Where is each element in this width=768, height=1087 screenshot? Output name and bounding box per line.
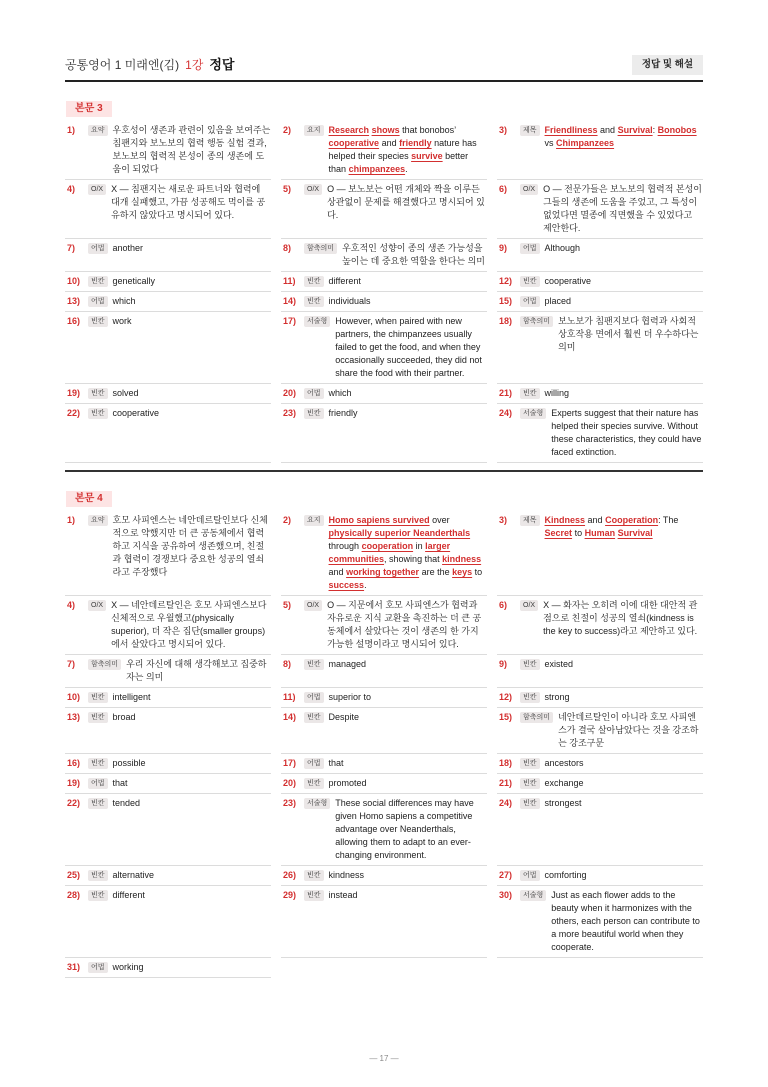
question-type-tag: 어법 — [88, 778, 108, 789]
keyword-highlight: Homo sapiens survived — [328, 515, 430, 525]
question-type-tag: 빈칸 — [88, 798, 108, 809]
page-header — [65, 50, 703, 82]
answer-item — [65, 511, 271, 596]
item-number: 11) — [283, 276, 296, 286]
answer-text-run: and — [379, 138, 400, 148]
item-number: 8) — [283, 659, 292, 669]
keyword-highlight: Bonobos — [657, 125, 697, 135]
question-type-tag: O/X — [88, 600, 106, 611]
item-number: 9) — [499, 243, 508, 253]
answer-text: willing — [544, 388, 570, 398]
answer-text: which — [112, 296, 136, 306]
answer-item — [497, 180, 703, 239]
answer-text: individuals — [328, 296, 371, 306]
item-number: 15) — [499, 712, 513, 722]
answer-text-run: better than — [328, 151, 469, 174]
answer-text-run: to — [472, 567, 483, 577]
keyword-highlight: cooperative — [328, 138, 380, 148]
question-type-tag: 빈칸 — [304, 712, 324, 723]
answer-text: strongest — [544, 798, 582, 808]
question-type-tag: 함축의미 — [520, 712, 553, 723]
item-number: 24) — [499, 798, 513, 808]
item-number: 17) — [283, 316, 297, 326]
answer-item — [497, 292, 703, 312]
item-number: 11) — [283, 692, 296, 702]
answer-text: that — [112, 778, 128, 788]
answer-text-run: to — [572, 528, 585, 538]
answer-item — [65, 774, 271, 794]
page-title — [65, 50, 234, 80]
answer-text: 보노보가 침팬지보다 협력과 사회적 상호작용 면에서 훨씬 더 우수하다는 의미 — [558, 316, 699, 352]
item-number: 10) — [67, 692, 81, 702]
question-type-tag: O/X — [304, 184, 322, 195]
item-number: 16) — [67, 316, 81, 326]
item-number: 18) — [499, 758, 513, 768]
question-type-tag: 어법 — [520, 870, 540, 881]
answer-text: broad — [112, 712, 136, 722]
question-type-tag: 빈칸 — [88, 692, 108, 703]
answer-item — [497, 384, 703, 404]
question-type-tag: 빈칸 — [520, 659, 540, 670]
answer-text-run: . — [364, 580, 367, 590]
question-type-tag: 빈칸 — [88, 890, 108, 901]
answer-text: alternative — [112, 870, 155, 880]
item-number: 21) — [499, 778, 513, 788]
answer-text: placed — [544, 296, 572, 306]
answer-text-run: and — [328, 567, 347, 577]
question-type-tag: 빈칸 — [304, 659, 324, 670]
question-type-tag: 빈칸 — [304, 276, 324, 287]
question-type-tag: 요지 — [304, 515, 324, 526]
answer-text: X — 네안데르탈인은 호모 사피엔스보다 신체적으로 우월했고(physically superior), 더 작은 집단(smaller groups)에서 살았다고 명시되어 있다. — [111, 600, 267, 649]
answer-item — [281, 239, 487, 272]
question-type-tag: 빈칸 — [304, 870, 324, 881]
answer-grid — [65, 121, 703, 463]
item-number: 20) — [283, 778, 297, 788]
keyword-highlight: physically superior Neanderthals — [328, 528, 471, 538]
answer-item — [65, 292, 271, 312]
keyword-highlight: shows — [371, 125, 400, 135]
question-type-tag: 제목 — [520, 515, 540, 526]
question-type-tag: 빈칸 — [520, 388, 540, 399]
item-number: 26) — [283, 870, 297, 880]
answer-text: Experts suggest that their nature has helped their species survive. Without these characteristics, they could have faced extinction. — [551, 408, 702, 457]
question-type-tag: 어법 — [520, 243, 540, 254]
answer-item — [497, 596, 703, 655]
question-type-tag: 빈칸 — [88, 758, 108, 769]
answer-item — [281, 754, 487, 774]
answer-text-run: . — [405, 164, 408, 174]
item-number: 1) — [67, 515, 76, 525]
answer-text: which — [328, 388, 352, 398]
answer-item — [281, 774, 487, 794]
item-number: 5) — [283, 184, 292, 194]
question-type-tag: 빈칸 — [304, 408, 324, 419]
answer-text: ancestors — [544, 758, 584, 768]
keyword-highlight: Human — [584, 528, 616, 538]
answer-item — [281, 404, 487, 463]
answer-item — [497, 866, 703, 886]
question-type-tag: 빈칸 — [520, 758, 540, 769]
item-number: 1) — [67, 125, 76, 135]
item-number: 5) — [283, 600, 292, 610]
answer-item — [497, 404, 703, 463]
question-type-tag: 서술형 — [520, 890, 546, 901]
answer-text — [329, 124, 487, 176]
item-number: 23) — [283, 408, 297, 418]
item-number: 8) — [283, 243, 292, 253]
question-type-tag: 어법 — [304, 758, 324, 769]
answer-item — [281, 272, 487, 292]
answer-text-run: and — [597, 125, 618, 135]
item-number: 12) — [499, 692, 513, 702]
keyword-highlight: friendly — [399, 138, 432, 148]
question-type-tag: O/X — [520, 184, 538, 195]
answer-text: 우호적인 성향이 종의 생존 가능성을 높이는 데 중요한 역할을 한다는 의미 — [342, 243, 485, 266]
answer-text-run: nature has helped their species — [328, 138, 477, 161]
keyword-highlight: keys — [452, 567, 473, 577]
answer-item — [281, 688, 487, 708]
item-number: 13) — [67, 712, 81, 722]
item-number: 24) — [499, 408, 513, 418]
keyword-highlight: Secret — [544, 528, 573, 538]
item-number: 14) — [283, 712, 297, 722]
item-number: 4) — [67, 184, 76, 194]
answer-item — [497, 272, 703, 292]
question-type-tag: 함축의미 — [520, 316, 553, 327]
answer-text: promoted — [328, 778, 367, 788]
answer-item — [65, 708, 271, 754]
item-number: 7) — [67, 659, 76, 669]
keyword-highlight: Chimpanzees — [556, 138, 615, 148]
answer-item — [281, 180, 487, 239]
answer-text: solved — [112, 388, 139, 398]
answer-text: These social differences may have given Homo sapiens a competitive advantage over Neanderthals, allowing them to adapt to an ever-changing environment. — [335, 798, 474, 860]
answer-item — [65, 312, 271, 384]
answer-text — [545, 124, 703, 150]
answer-text: kindness — [328, 870, 365, 880]
keyword-highlight: Kindness — [544, 515, 586, 525]
keyword-highlight: Cooperation — [605, 515, 659, 525]
answer-item — [497, 774, 703, 794]
keyword-highlight: Survival — [617, 528, 653, 538]
answer-item — [281, 511, 487, 596]
item-number: 10) — [67, 276, 81, 286]
answer-item — [497, 886, 703, 958]
keyword-highlight: Survival — [617, 125, 653, 135]
answer-item — [65, 596, 271, 655]
question-type-tag: 요약 — [88, 515, 108, 526]
question-type-tag: O/X — [520, 600, 538, 611]
answer-text: 호모 사피엔스는 네안데르탈인보다 신체적으로 약했지만 더 큰 공동체에서 협력하고 지식을 공유하여 생존했으며, 친절과 협력이 경쟁보다 중요한 성공의 열쇠라고 주장했다 — [112, 515, 268, 577]
answer-text: genetically — [112, 276, 156, 286]
answer-text: comforting — [544, 870, 587, 880]
course-name: 공통영어 1 미래엔(김) — [65, 58, 180, 72]
item-number: 3) — [499, 515, 508, 525]
answer-heading: 정답 — [209, 57, 235, 72]
answer-item — [497, 655, 703, 688]
answer-item — [281, 655, 487, 688]
answer-text: different — [112, 890, 145, 900]
answer-text: cooperative — [112, 408, 160, 418]
answer-item — [65, 121, 271, 180]
question-type-tag: 어법 — [88, 962, 108, 973]
answer-item — [497, 794, 703, 866]
answer-text: Although — [544, 243, 581, 253]
answer-text: possible — [112, 758, 146, 768]
answer-text-run: and — [585, 515, 606, 525]
answer-item — [65, 886, 271, 958]
keyword-highlight: survive — [411, 151, 443, 161]
answer-item — [65, 958, 271, 978]
answer-item — [65, 866, 271, 886]
question-type-tag: 요지 — [304, 125, 324, 136]
answer-text — [329, 514, 487, 592]
answer-item — [281, 292, 487, 312]
answer-item — [497, 688, 703, 708]
answer-text: existed — [544, 659, 574, 669]
answer-item — [281, 708, 487, 754]
question-type-tag: 빈칸 — [520, 276, 540, 287]
answer-text: cooperative — [544, 276, 592, 286]
keyword-highlight: larger communities — [328, 541, 451, 564]
answer-text: different — [328, 276, 361, 286]
lesson-number: 1강 — [185, 58, 204, 72]
question-type-tag: 어법 — [304, 388, 324, 399]
keyword-highlight: working together — [346, 567, 420, 577]
item-number: 19) — [67, 388, 81, 398]
answer-item — [281, 794, 487, 866]
answer-text: intelligent — [112, 692, 151, 702]
item-number: 29) — [283, 890, 297, 900]
answer-text-run: : The — [658, 515, 679, 525]
answer-text-run: that bonobos’ — [399, 125, 456, 135]
item-number: 21) — [499, 388, 513, 398]
answer-text: O — 보노보는 어떤 개체와 짝을 이루든 상관없이 문제를 해결했다고 명시되어 있다. — [327, 184, 485, 220]
answer-text: another — [112, 243, 144, 253]
answer-item — [65, 404, 271, 463]
answer-item — [281, 121, 487, 180]
item-number: 6) — [499, 184, 508, 194]
item-number: 31) — [67, 962, 81, 972]
answer-item — [497, 754, 703, 774]
section-label: 본문 4 — [66, 491, 112, 507]
answer-text-run: : — [652, 125, 658, 135]
item-number: 7) — [67, 243, 76, 253]
question-type-tag: 빈칸 — [88, 388, 108, 399]
page-number: — 17 — — [369, 1054, 399, 1063]
item-number: 28) — [67, 890, 81, 900]
answer-item — [65, 180, 271, 239]
question-type-tag: 어법 — [304, 692, 324, 703]
answer-item — [281, 886, 487, 958]
question-type-tag: 빈칸 — [304, 778, 324, 789]
item-number: 3) — [499, 125, 508, 135]
answer-text-run: , showing that — [384, 554, 443, 564]
keyword-highlight: Friendliness — [544, 125, 598, 135]
answer-text: managed — [328, 659, 367, 669]
item-number: 19) — [67, 778, 81, 788]
answer-text: working — [112, 962, 144, 972]
answer-item — [65, 794, 271, 866]
keyword-highlight: kindness — [442, 554, 482, 564]
question-type-tag: 빈칸 — [520, 798, 540, 809]
question-type-tag: 빈칸 — [520, 692, 540, 703]
answer-item — [497, 511, 703, 596]
item-number: 16) — [67, 758, 81, 768]
section-divider — [65, 470, 703, 472]
question-type-tag: 어법 — [520, 296, 540, 307]
answer-item — [497, 239, 703, 272]
item-number: 20) — [283, 388, 297, 398]
answer-text: tended — [112, 798, 141, 808]
answer-text: Just as each flower adds to the beauty when it harmonizes with the others, each person can contribute to a more beautiful world when they cooperate. — [551, 890, 700, 952]
answer-text: 우호성이 생존과 관련이 있음을 보여주는 침팬지와 보노보의 협력 행동 실험 결과, 보노보의 협력적 본성이 종의 생존에 도움이 되었다 — [112, 125, 271, 174]
answer-text-run: in — [413, 541, 426, 551]
item-number: 27) — [499, 870, 513, 880]
answer-text-run: through — [328, 541, 362, 551]
answer-item — [65, 688, 271, 708]
answer-text: Despite — [328, 712, 360, 722]
item-number: 12) — [499, 276, 513, 286]
answer-item — [497, 312, 703, 384]
question-type-tag: 빈칸 — [520, 778, 540, 789]
answer-item — [65, 754, 271, 774]
question-type-tag: 빈칸 — [88, 870, 108, 881]
question-type-tag: 서술형 — [304, 316, 330, 327]
answer-text: that — [328, 758, 344, 768]
item-number: 4) — [67, 600, 76, 610]
answer-item — [65, 239, 271, 272]
item-number: 23) — [283, 798, 297, 808]
answer-grid — [65, 511, 703, 978]
answer-text: superior to — [328, 692, 372, 702]
answer-text: 네안데르탈인이 아니라 호모 사피엔스가 결국 살아남았다는 것을 강조하는 강조구문 — [558, 712, 699, 748]
keyword-highlight: chimpanzees — [348, 164, 406, 174]
question-type-tag: 함축의미 — [304, 243, 337, 254]
answer-text-run: vs — [544, 138, 557, 148]
section-passage-3 — [65, 98, 703, 463]
answer-text — [545, 514, 703, 540]
item-number: 18) — [499, 316, 513, 326]
section-label: 본문 3 — [66, 101, 112, 117]
answer-text-run: are the — [419, 567, 453, 577]
answer-text: However, when paired with new partners, the chimpanzees usually failed to get the food, and when they occasionally succeeded, they did not share the food with their partner. — [335, 316, 482, 378]
question-type-tag: 빈칸 — [304, 890, 324, 901]
item-number: 13) — [67, 296, 81, 306]
answer-text: work — [112, 316, 132, 326]
item-number: 22) — [67, 798, 81, 808]
answer-text: X — 화자는 오히려 이에 대한 대안적 관점으로 친절이 성공의 열쇠(kindness is the key to success)라고 제안하고 있다. — [543, 600, 698, 636]
question-type-tag: 빈칸 — [88, 408, 108, 419]
item-number: 9) — [499, 659, 508, 669]
answer-item — [281, 384, 487, 404]
question-type-tag: O/X — [88, 184, 106, 195]
question-type-tag: 제목 — [520, 125, 540, 136]
question-type-tag: 어법 — [88, 296, 108, 307]
answer-item — [497, 121, 703, 180]
answer-text: strong — [544, 692, 570, 702]
answer-item — [281, 312, 487, 384]
answer-text: X — 침팬지는 새로운 파트너와 협력에 대개 실패했고, 가끔 성공해도 먹이를 공유하지 않았다고 명시되어 있다. — [111, 184, 266, 220]
item-number: 22) — [67, 408, 81, 418]
item-number: 15) — [499, 296, 513, 306]
answer-item — [65, 655, 271, 688]
question-type-tag: 서술형 — [520, 408, 546, 419]
item-number: 25) — [67, 870, 81, 880]
answer-explanation-badge: 정답 및 해설 — [632, 55, 703, 75]
question-type-tag: 빈칸 — [88, 276, 108, 287]
answer-text: exchange — [544, 778, 584, 788]
answer-text: instead — [328, 890, 358, 900]
section-passage-4 — [65, 488, 703, 978]
item-number: 2) — [283, 125, 292, 135]
answer-text: O — 지문에서 호모 사피엔스가 협력과 자유로운 지식 교환을 촉진하는 더 큰 공동체에서 살았다는 것이 생존의 한 가지 가능한 설명이라고 명시되어 있다. — [327, 600, 482, 649]
question-type-tag: 서술형 — [304, 798, 330, 809]
item-number: 17) — [283, 758, 297, 768]
answer-text: friendly — [328, 408, 358, 418]
question-type-tag: 빈칸 — [304, 296, 324, 307]
keyword-highlight: cooperation — [361, 541, 414, 551]
answer-text: 우리 자신에 대해 생각해보고 집중하자는 의미 — [126, 659, 267, 682]
answer-text: O — 전문가들은 보노보의 협력적 본성이 그들의 생존에 도움을 주었고, 그 특성이 없었다면 멸종에 직면했을 수 있었다고 제안한다. — [543, 184, 702, 233]
answer-item — [65, 384, 271, 404]
question-type-tag: 빈칸 — [88, 316, 108, 327]
question-type-tag: O/X — [304, 600, 322, 611]
answer-item — [65, 272, 271, 292]
answer-text-run: over — [429, 515, 450, 525]
item-number: 14) — [283, 296, 297, 306]
answer-item — [497, 708, 703, 754]
question-type-tag: 함축의미 — [88, 659, 121, 670]
question-type-tag: 빈칸 — [88, 712, 108, 723]
keyword-highlight: success — [328, 580, 365, 590]
question-type-tag: 요약 — [88, 125, 108, 136]
item-number: 30) — [499, 890, 513, 900]
answer-item — [281, 596, 487, 655]
question-type-tag: 어법 — [88, 243, 108, 254]
item-number: 6) — [499, 600, 508, 610]
answer-item — [281, 866, 487, 886]
keyword-highlight: Research — [328, 125, 370, 135]
item-number: 2) — [283, 515, 292, 525]
